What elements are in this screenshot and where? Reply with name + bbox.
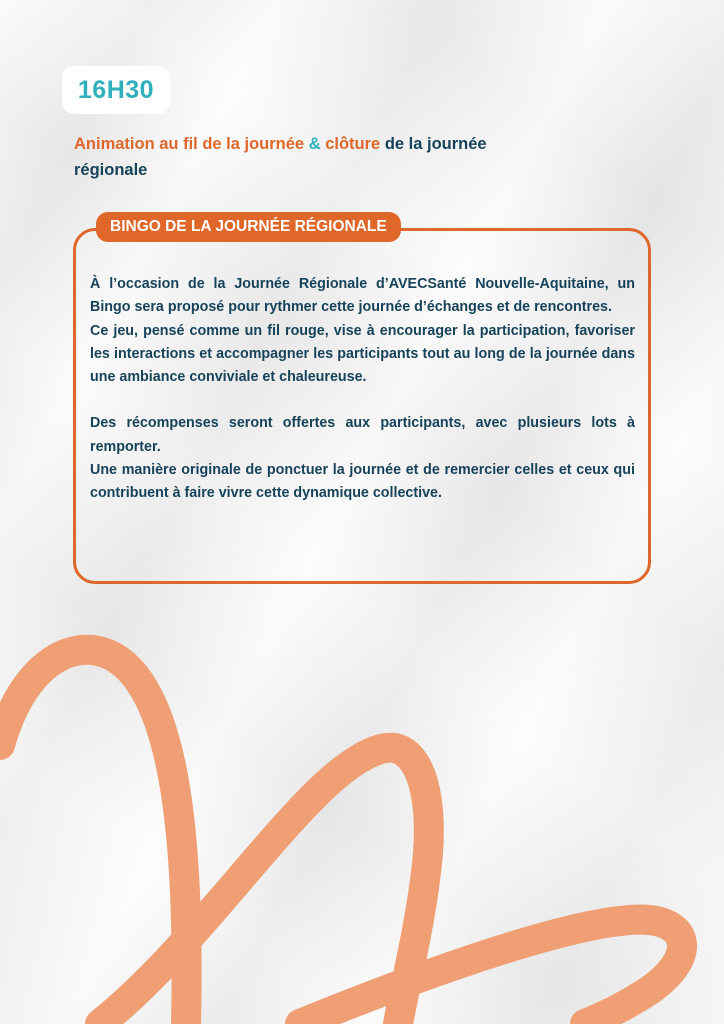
bingo-paragraph-purpose: Ce jeu, pensé comme un fil rouge, vise à encourager la participation, favoriser les interactions et accompagner les participants tout au long de la journée dans une ambiance conviviale et chaleureuse. (90, 322, 635, 386)
session-title-part3: de la journée régionale (74, 135, 487, 179)
bingo-paragraph-closing: Une manière originale de ponctuer la journée et de remercier celles et ceux qui contribuent à faire vivre cette dynamique collective. (90, 462, 635, 502)
bingo-label-text: BINGO DE LA JOURNÉE RÉGIONALE (110, 218, 387, 235)
bingo-label (96, 212, 401, 242)
time-badge (62, 66, 170, 114)
bingo-paragraph-intro: À l’occasion de la Journée Régionale d’AVECSanté Nouvelle-Aquitaine, un Bingo sera proposé pour rythmer cette journée d’échanges et de rencontres. (90, 276, 635, 316)
session-title (74, 131, 494, 183)
session-title-part2: clôture (325, 135, 381, 153)
bingo-paragraph-rewards: Des récompenses seront offertes aux participants, avec plusieurs lots à remporter. (90, 415, 635, 455)
session-title-ampersand: & (304, 135, 326, 153)
session-title-part1: Animation au fil de la journée (74, 135, 305, 153)
session-time: 16H30 (77, 75, 155, 104)
bingo-description (90, 273, 635, 506)
